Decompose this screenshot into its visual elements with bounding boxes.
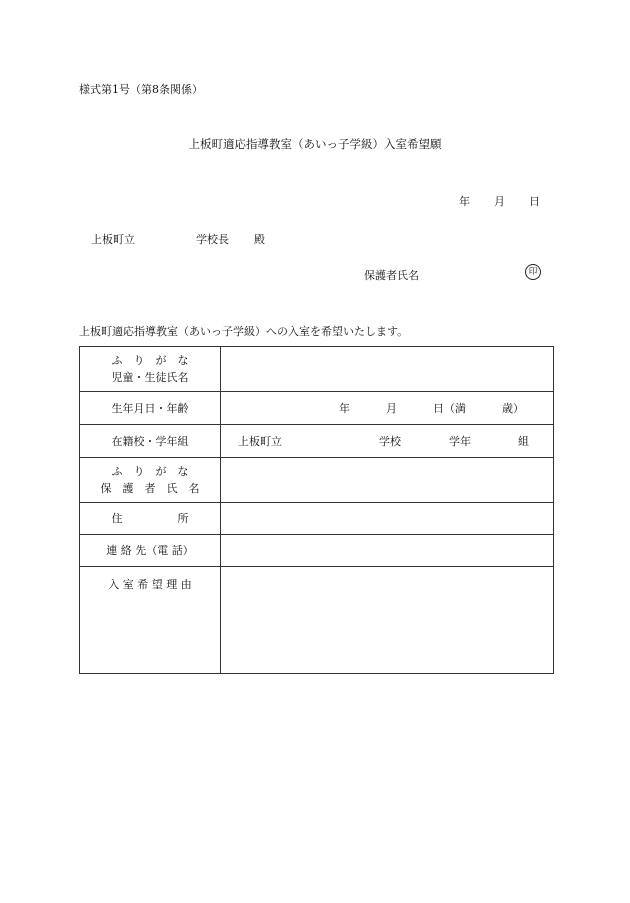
birth-label-cell (80, 392, 221, 425)
table-row (80, 567, 554, 674)
contact-label-cell (80, 535, 221, 567)
request-text: 上板町適応指導教室（あいっ子学級）への入室を希望いたします。 (79, 325, 409, 338)
date-month-label: 月 (494, 195, 505, 208)
child-name-field[interactable] (221, 347, 554, 392)
child-name-label: 児童・生徒氏名 (111, 371, 189, 384)
address-field[interactable] (221, 503, 554, 535)
table-row (80, 458, 554, 503)
school-town: 上板町立 (238, 435, 282, 448)
guardian-label-cell (80, 458, 221, 503)
document-title: 上板町適応指導教室（あいっ子学級）入室希望願 (188, 137, 442, 151)
table-row (80, 535, 554, 567)
addressee-town: 上板町立 (91, 233, 135, 246)
addressee-honorific: 殿 (254, 233, 265, 246)
date-day-label: 日 (529, 195, 540, 208)
reason-label: 入 室 希 望 理 由 (108, 578, 192, 591)
table-row (80, 347, 554, 392)
birth-day: 日（満 (433, 402, 466, 415)
school-label: 在籍校・学年組 (111, 434, 189, 448)
grade-suffix: 学年 (449, 435, 471, 448)
contact-field[interactable] (221, 535, 554, 567)
address-label: 住 所 (111, 512, 189, 525)
reason-field[interactable] (221, 567, 554, 674)
birth-label: 生年月日・年齢 (111, 401, 189, 415)
guardian-name-table-label: 保 護 者 氏 名 (100, 482, 200, 495)
birth-age: 歳） (502, 402, 524, 415)
school-field[interactable] (221, 425, 554, 458)
seal-mark: 印 (525, 264, 541, 280)
application-table (79, 346, 554, 674)
addressee-principal: 学校長 (196, 233, 229, 246)
table-row (80, 425, 554, 458)
class-suffix: 組 (518, 435, 529, 448)
table-row (80, 503, 554, 535)
form-number: 様式第1号（第8条関係） (79, 83, 203, 96)
birth-field[interactable] (221, 392, 554, 425)
date-year-label: 年 (459, 195, 470, 208)
contact-label: 連 絡 先（電 話） (106, 544, 194, 557)
guardian-name-label: 保護者氏名 (364, 269, 419, 282)
school-label-cell (80, 425, 221, 458)
table-row (80, 392, 554, 425)
child-name-label-cell (80, 347, 221, 392)
child-furigana-label: ふ り が な (111, 354, 189, 367)
reason-label-cell (80, 567, 221, 674)
guardian-name-field[interactable] (221, 458, 554, 503)
birth-month: 月 (386, 402, 397, 415)
birth-year: 年 (339, 402, 350, 415)
school-suffix: 学校 (379, 435, 401, 448)
address-label-cell (80, 503, 221, 535)
guardian-furigana-label: ふ り が な (111, 465, 189, 478)
